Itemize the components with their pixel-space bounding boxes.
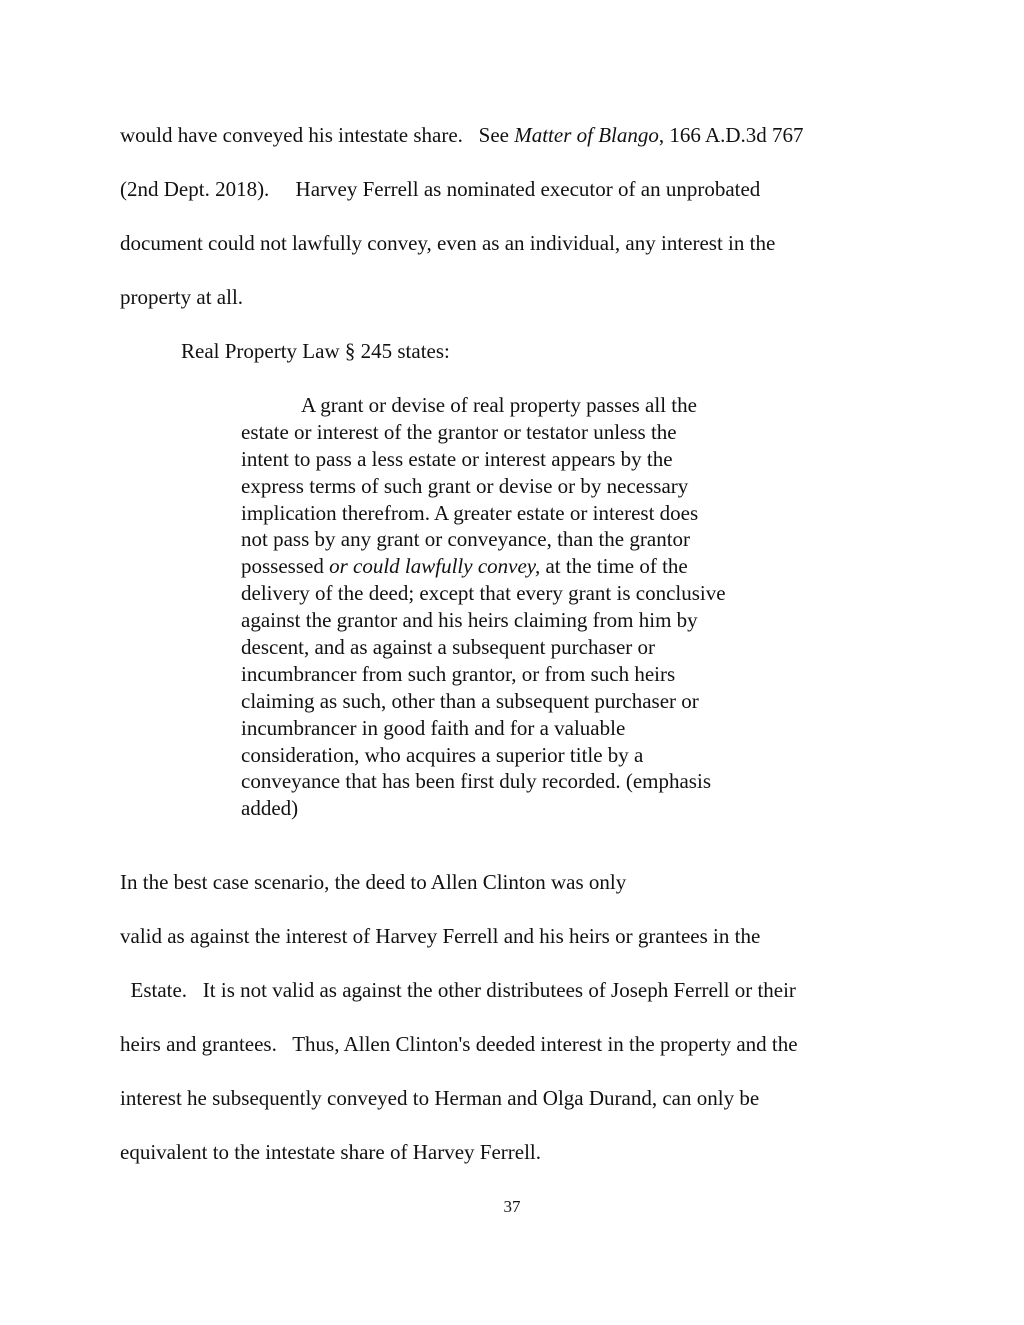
quote-line: incumbrancer from such grantor, or from such heirs [241, 661, 676, 686]
page-number: 37 [503, 1197, 521, 1216]
body-line-2: (2nd Dept. 2018). Harvey Ferrell as nominated executor of an unprobated [120, 177, 761, 201]
quote-line: claiming as such, other than a subsequent purchaser or [241, 688, 699, 713]
body-line-10: equivalent to the intestate share of Harvey Ferrell. [120, 1140, 542, 1164]
quote-line: implication therefrom. A greater estate or interest does [241, 500, 699, 525]
body-line-8: heirs and grantees. Thus, Allen Clinton's deeded interest in the property and the [120, 1032, 798, 1056]
quote-line: intent to pass a less estate or interest appears by the [241, 446, 673, 471]
emphasized-phrase: or could lawfully convey, [329, 554, 541, 579]
quote-line: against the grantor and his heirs claiming from him by [241, 608, 698, 633]
quote-text: at the time of the [540, 554, 688, 579]
quote-line: consideration, who acquires a superior title by a [241, 742, 644, 767]
quote-line: incumbrancer in good faith and for a valuable [241, 715, 626, 740]
statute-intro: Real Property Law § 245 states: [181, 339, 450, 363]
case-name-italic: Matter of Blango [514, 123, 659, 147]
citation-prefix: would have conveyed his intestate share. See [120, 123, 515, 147]
quote-text: possessed [241, 554, 330, 579]
quote-line-emphasis [241, 553, 801, 580]
body-line-5: In the best case scenario, the deed to Allen Clinton was only [120, 870, 627, 894]
body-line-9: interest he subsequently conveyed to Herman and Olga Durand, can only be [120, 1086, 760, 1110]
body-line-1 [120, 125, 804, 146]
body-line-7: Estate. It is not valid as against the other distributees of Joseph Ferrell or their [120, 978, 796, 1002]
body-line-3: document could not lawfully convey, even as an individual, any interest in the [120, 231, 776, 255]
statute-block-quote [241, 392, 801, 822]
body-line-4: property at all. [120, 285, 244, 309]
quote-line: descent, and as against a subsequent purchaser or [241, 635, 656, 660]
quote-line: express terms of such grant or devise or by necessary [241, 473, 689, 498]
quote-line: delivery of the deed; except that every grant is conclusive [241, 581, 726, 606]
citation-suffix: , 166 A.D.3d 767 [658, 123, 804, 147]
quote-line: estate or interest of the grantor or testator unless the [241, 419, 677, 444]
quote-line: not pass by any grant or conveyance, than the grantor [241, 527, 691, 552]
quote-line: added) [241, 796, 299, 821]
body-line-6: valid as against the interest of Harvey Ferrell and his heirs or grantees in the [120, 924, 761, 948]
quote-line: A grant or devise of real property passes all the [301, 393, 697, 417]
quote-line: conveyance that has been first duly recorded. (emphasis [241, 769, 711, 794]
